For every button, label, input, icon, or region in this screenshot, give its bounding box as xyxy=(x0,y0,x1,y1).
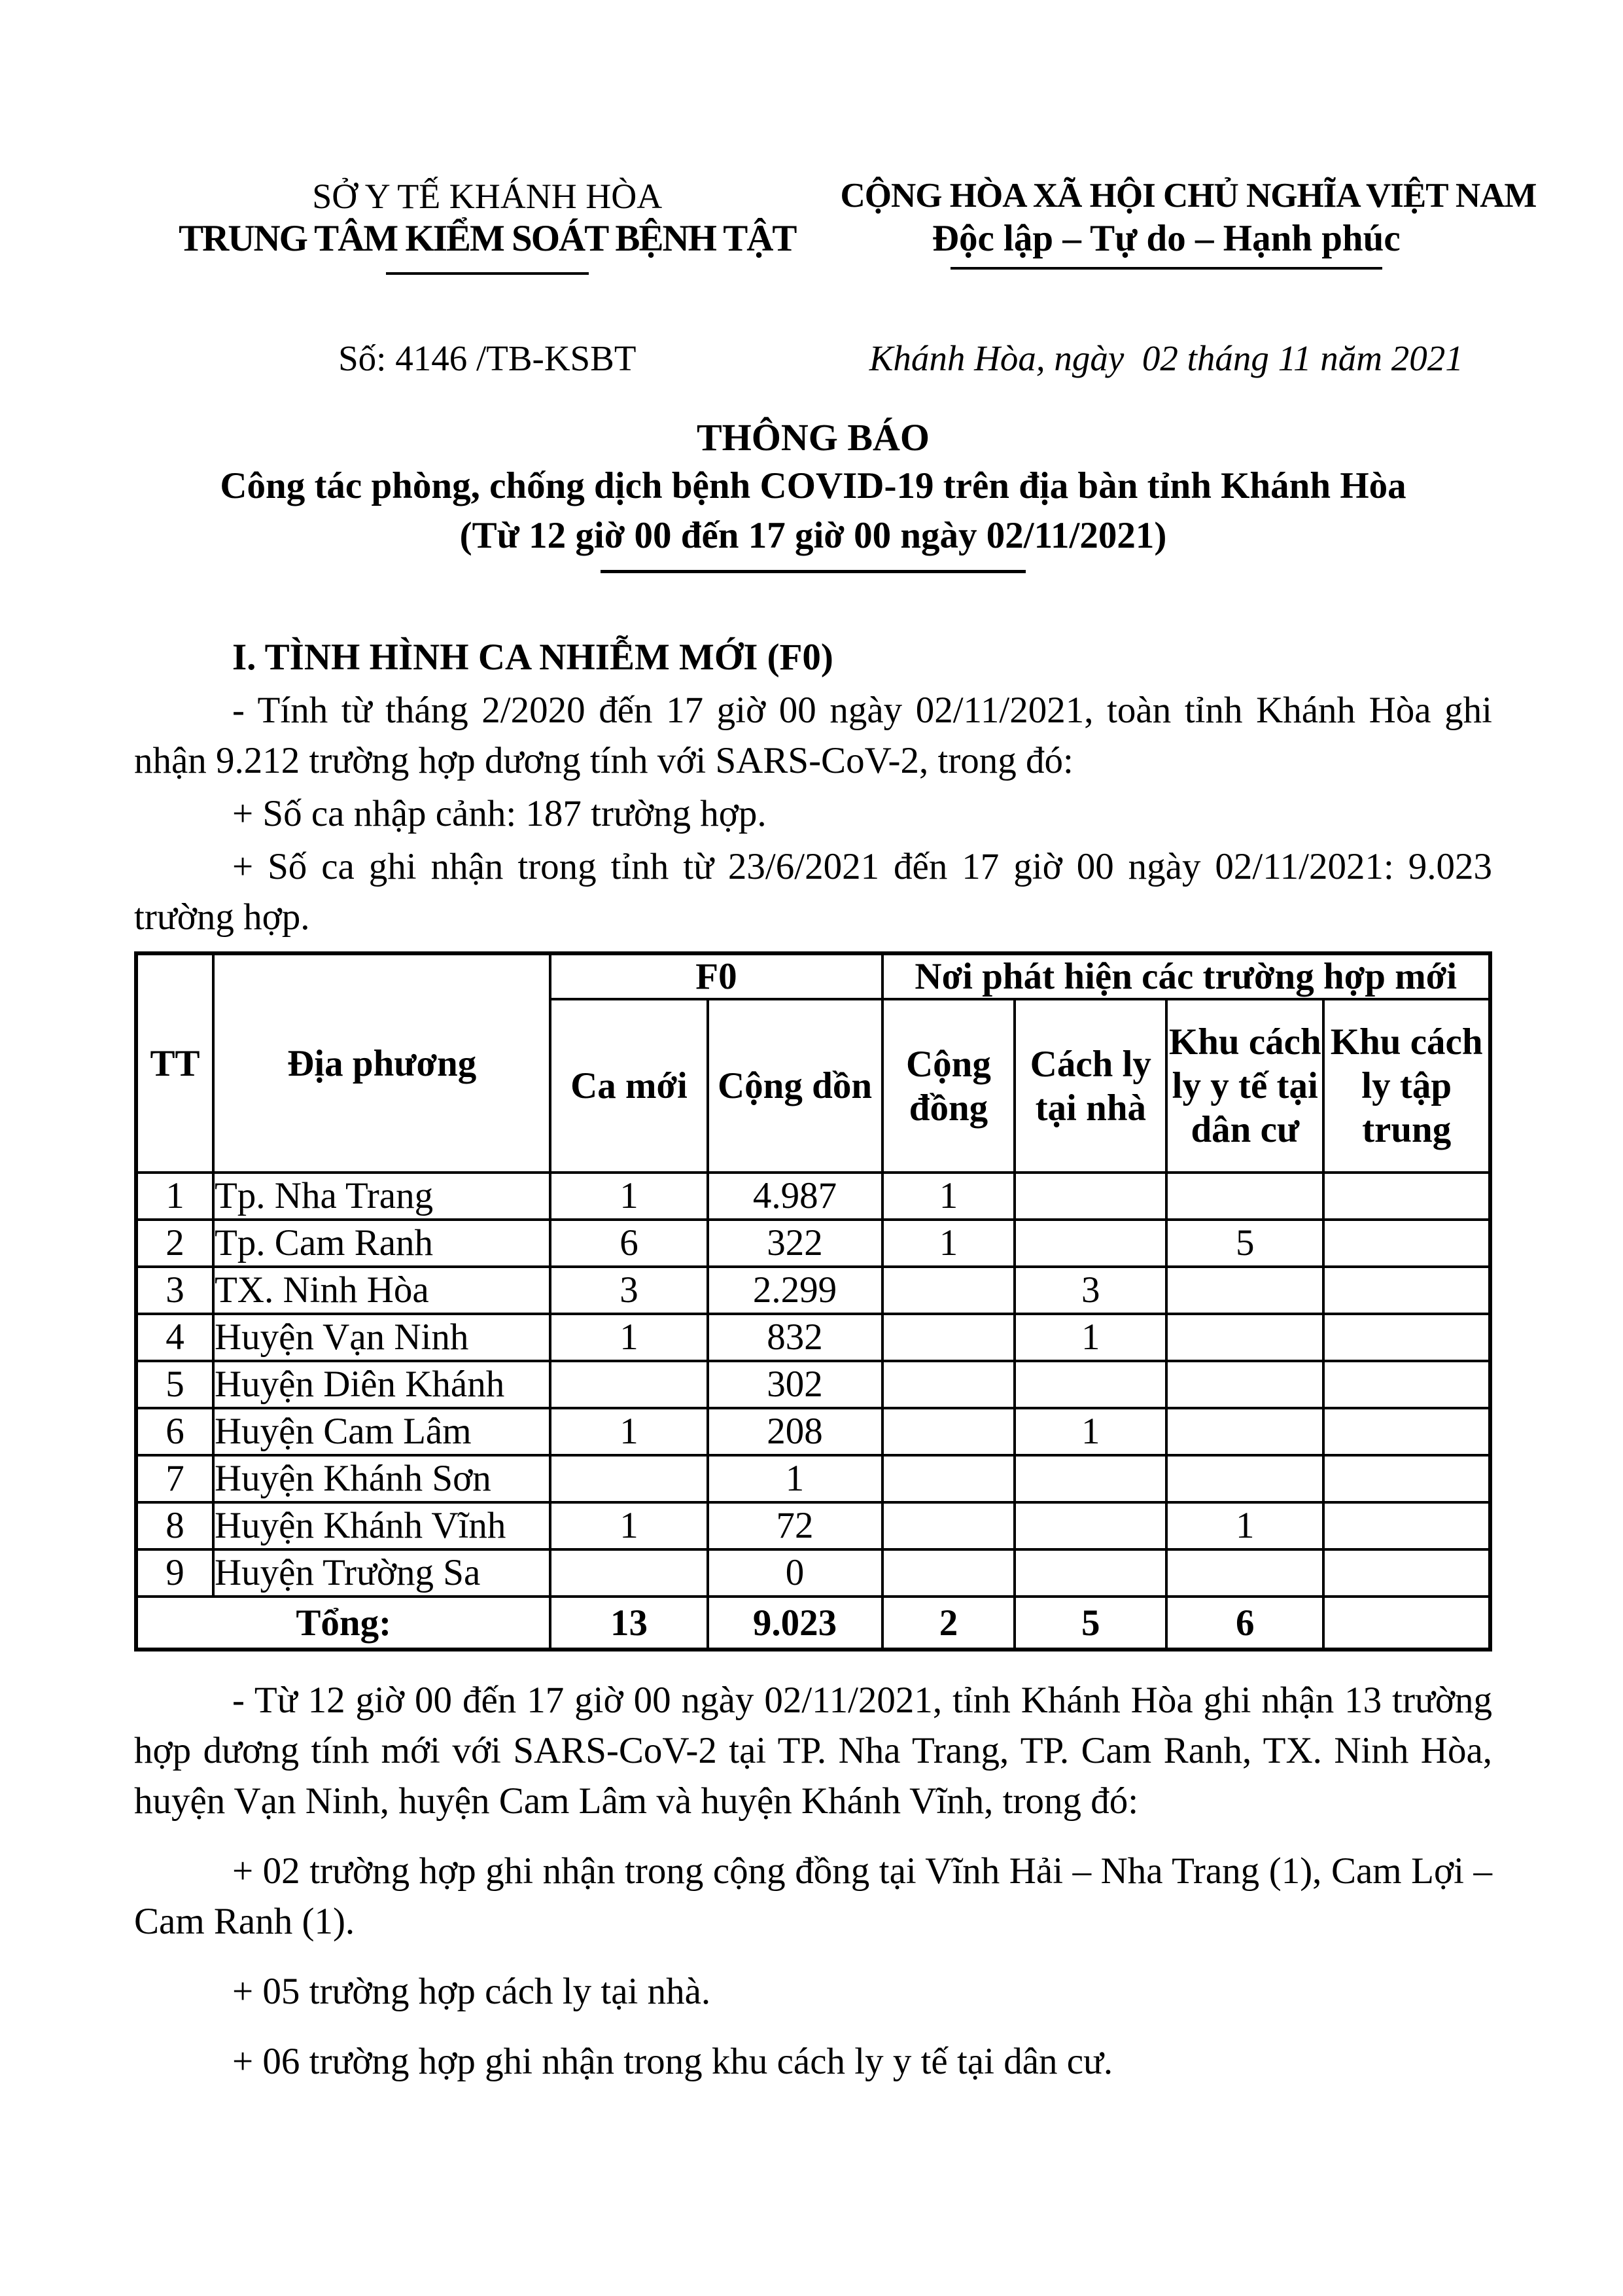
paragraph-community-detail: + 02 trường hợp ghi nhận trong cộng đồng tại Vĩnh Hải – Nha Trang (1), Cam Lợi – Cam Ranh (1). xyxy=(134,1850,1492,1942)
table-cell xyxy=(550,1455,707,1502)
table-row xyxy=(136,1408,1490,1455)
table-cell xyxy=(882,1408,1015,1455)
table-header xyxy=(136,953,1490,1173)
cell-locality: Huyện Khánh Sơn xyxy=(213,1455,550,1502)
table-cell xyxy=(1166,1408,1323,1455)
document-header xyxy=(134,175,1537,275)
col-group-detection-place: Nơi phát hiện các trường hợp mới xyxy=(882,953,1490,999)
total-cell: 9.023 xyxy=(708,1597,882,1650)
col-header-community: Cộng đồng xyxy=(882,999,1015,1173)
table-cell xyxy=(1323,1220,1490,1267)
table-cell xyxy=(1166,1455,1323,1502)
org-divider-line xyxy=(386,272,589,275)
paragraph-total-cases: - Tính từ tháng 2/2020 đến 17 giờ 00 ngày 02/11/2021, toàn tỉnh Khánh Hòa ghi nhận 9.212 trường hợp dương tính với SARS-CoV-2, trong đó: xyxy=(134,690,1492,781)
table-cell xyxy=(1015,1361,1166,1408)
table-group-header-row xyxy=(136,953,1490,999)
table-cell: 1 xyxy=(550,1314,707,1361)
col-group-f0: F0 xyxy=(550,953,882,999)
total-label: Tổng: xyxy=(136,1597,550,1650)
col-header-home-quarantine: Cách ly tại nhà xyxy=(1015,999,1166,1173)
title-divider-line xyxy=(601,570,1026,573)
table-row xyxy=(136,1549,1490,1597)
document-title: THÔNG BÁO xyxy=(696,416,930,459)
table-cell xyxy=(550,1361,707,1408)
table-cell xyxy=(1166,1361,1323,1408)
total-cell: 2 xyxy=(882,1597,1015,1650)
cell-locality: Huyện Diên Khánh xyxy=(213,1361,550,1408)
table-cell xyxy=(1015,1220,1166,1267)
cell-locality: Huyện Cam Lâm xyxy=(213,1408,550,1455)
table-cell xyxy=(1323,1267,1490,1314)
national-motto: Độc lập – Tự do – Hạnh phúc xyxy=(932,218,1401,259)
table-cell xyxy=(1166,1173,1323,1220)
table-cell xyxy=(1323,1314,1490,1361)
table-cell xyxy=(1323,1549,1490,1597)
col-header-medical-quarantine-area: Khu cách ly y tế tại dân cư xyxy=(1166,999,1323,1173)
col-header-locality: Địa phương xyxy=(213,953,550,1173)
cell-locality: Tp. Cam Ranh xyxy=(213,1220,550,1267)
table-cell xyxy=(882,1502,1015,1549)
paragraph-imported-cases: + Số ca nhập cảnh: 187 trường hợp. xyxy=(232,793,767,834)
document-subtitle-line2: (Từ 12 giờ 00 đến 17 giờ 00 ngày 02/11/2021) xyxy=(459,515,1167,556)
table-cell xyxy=(882,1549,1015,1597)
table-total-row xyxy=(136,1597,1490,1650)
table-cell xyxy=(1015,1455,1166,1502)
national-motto-block xyxy=(840,175,1537,275)
paragraph-home-quarantine-detail: + 05 trường hợp cách ly tại nhà. xyxy=(232,1971,711,2012)
table-body xyxy=(136,1173,1490,1650)
table-cell xyxy=(1015,1549,1166,1597)
table-cell xyxy=(1166,1314,1323,1361)
table-cell xyxy=(1323,1173,1490,1220)
table-cell: 5 xyxy=(136,1361,213,1408)
table-cell xyxy=(882,1314,1015,1361)
table-cell: 3 xyxy=(136,1267,213,1314)
table-cell: 1 xyxy=(550,1408,707,1455)
document-number: Số: 4146 /TB-KSBT xyxy=(338,338,637,378)
table-cell xyxy=(882,1361,1015,1408)
cell-locality: Tp. Nha Trang xyxy=(213,1173,550,1220)
table-cell: 1 xyxy=(1015,1314,1166,1361)
table-cell: 208 xyxy=(708,1408,882,1455)
table-cell xyxy=(1015,1173,1166,1220)
table-cell: 72 xyxy=(708,1502,882,1549)
total-cell: 13 xyxy=(550,1597,707,1650)
org-name: TRUNG TÂM KIỂM SOÁT BỆNH TẬT xyxy=(179,218,796,259)
table-row xyxy=(136,1361,1490,1408)
table-cell xyxy=(1323,1502,1490,1549)
org-parent-name: SỞ Y TẾ KHÁNH HÒA xyxy=(312,177,663,216)
document-subtitle-line1: Công tác phòng, chống dịch bệnh COVID-19 trên địa bàn tỉnh Khánh Hòa xyxy=(220,465,1406,506)
table-cell xyxy=(1166,1267,1323,1314)
table-cell xyxy=(882,1455,1015,1502)
total-cell xyxy=(1323,1597,1490,1650)
table-cell: 9 xyxy=(136,1549,213,1597)
national-title: CỘNG HÒA XÃ HỘI CHỦ NGHĨA VIỆT NAM xyxy=(840,177,1537,215)
table-cell xyxy=(882,1267,1015,1314)
paragraph-new-cases-summary: - Từ 12 giờ 00 đến 17 giờ 00 ngày 02/11/2021, tỉnh Khánh Hòa ghi nhận 13 trường hợp dương tính mới với SARS-CoV-2 tại TP. Nha Trang, TP. Cam Ranh, TX. Ninh Hòa, huyện Vạn Ninh, huyện Cam Lâm và huyện Khánh Vĩnh, trong đó: xyxy=(134,1680,1492,1822)
table-cell: 2 xyxy=(136,1220,213,1267)
table-row xyxy=(136,1220,1490,1267)
table-cell xyxy=(1323,1408,1490,1455)
table-cell: 1 xyxy=(1166,1502,1323,1549)
total-cell: 5 xyxy=(1015,1597,1166,1650)
table-cell: 1 xyxy=(550,1173,707,1220)
table-cell: 3 xyxy=(550,1267,707,1314)
table-cell: 8 xyxy=(136,1502,213,1549)
table-cell: 6 xyxy=(136,1408,213,1455)
table-row xyxy=(136,1173,1490,1220)
table-cell: 1 xyxy=(882,1220,1015,1267)
col-header-new-cases: Ca mới xyxy=(550,999,707,1173)
issuing-org-block xyxy=(134,175,841,275)
table-cell: 0 xyxy=(708,1549,882,1597)
cell-locality: Huyện Khánh Vĩnh xyxy=(213,1502,550,1549)
motto-divider-line xyxy=(951,267,1382,270)
title-block xyxy=(134,414,1492,573)
table-cell: 4.987 xyxy=(708,1173,882,1220)
table-cell: 2.299 xyxy=(708,1267,882,1314)
number-date-row xyxy=(134,338,1492,379)
table-cell xyxy=(550,1549,707,1597)
table-row xyxy=(136,1314,1490,1361)
table-cell: 6 xyxy=(550,1220,707,1267)
table-cell xyxy=(1166,1549,1323,1597)
paragraph-province-cases: + Số ca ghi nhận trong tỉnh từ 23/6/2021 đến 17 giờ 00 ngày 02/11/2021: 9.023 trường hợp. xyxy=(134,846,1492,938)
table-cell: 302 xyxy=(708,1361,882,1408)
table-cell: 1 xyxy=(708,1455,882,1502)
table-row xyxy=(136,1267,1490,1314)
table-cell: 322 xyxy=(708,1220,882,1267)
place-and-date: Khánh Hòa, ngày 02 tháng 11 năm 2021 xyxy=(869,338,1463,378)
table-cell: 7 xyxy=(136,1455,213,1502)
paragraph-medical-area-detail: + 06 trường hợp ghi nhận trong khu cách ly y tế tại dân cư. xyxy=(232,2041,1113,2082)
table-row xyxy=(136,1502,1490,1549)
cell-locality: Huyện Vạn Ninh xyxy=(213,1314,550,1361)
table-cell: 4 xyxy=(136,1314,213,1361)
table-cell: 1 xyxy=(550,1502,707,1549)
table-cell: 832 xyxy=(708,1314,882,1361)
table-cell xyxy=(1323,1455,1490,1502)
col-header-tt: TT xyxy=(136,953,213,1173)
section1-heading: I. TÌNH HÌNH CA NHIỄM MỚI (F0) xyxy=(232,637,833,678)
table-cell: 1 xyxy=(1015,1408,1166,1455)
col-header-cumulative: Cộng dồn xyxy=(708,999,882,1173)
table-row xyxy=(136,1455,1490,1502)
table-cell xyxy=(1015,1502,1166,1549)
col-header-centralized-quarantine: Khu cách ly tập trung xyxy=(1323,999,1490,1173)
table-cell: 3 xyxy=(1015,1267,1166,1314)
cell-locality: TX. Ninh Hòa xyxy=(213,1267,550,1314)
table-cell: 5 xyxy=(1166,1220,1323,1267)
table-cell xyxy=(1323,1361,1490,1408)
table-cell: 1 xyxy=(136,1173,213,1220)
table-cell: 1 xyxy=(882,1173,1015,1220)
total-cell: 6 xyxy=(1166,1597,1323,1650)
cell-locality: Huyện Trường Sa xyxy=(213,1549,550,1597)
covid-cases-table xyxy=(134,951,1492,1651)
